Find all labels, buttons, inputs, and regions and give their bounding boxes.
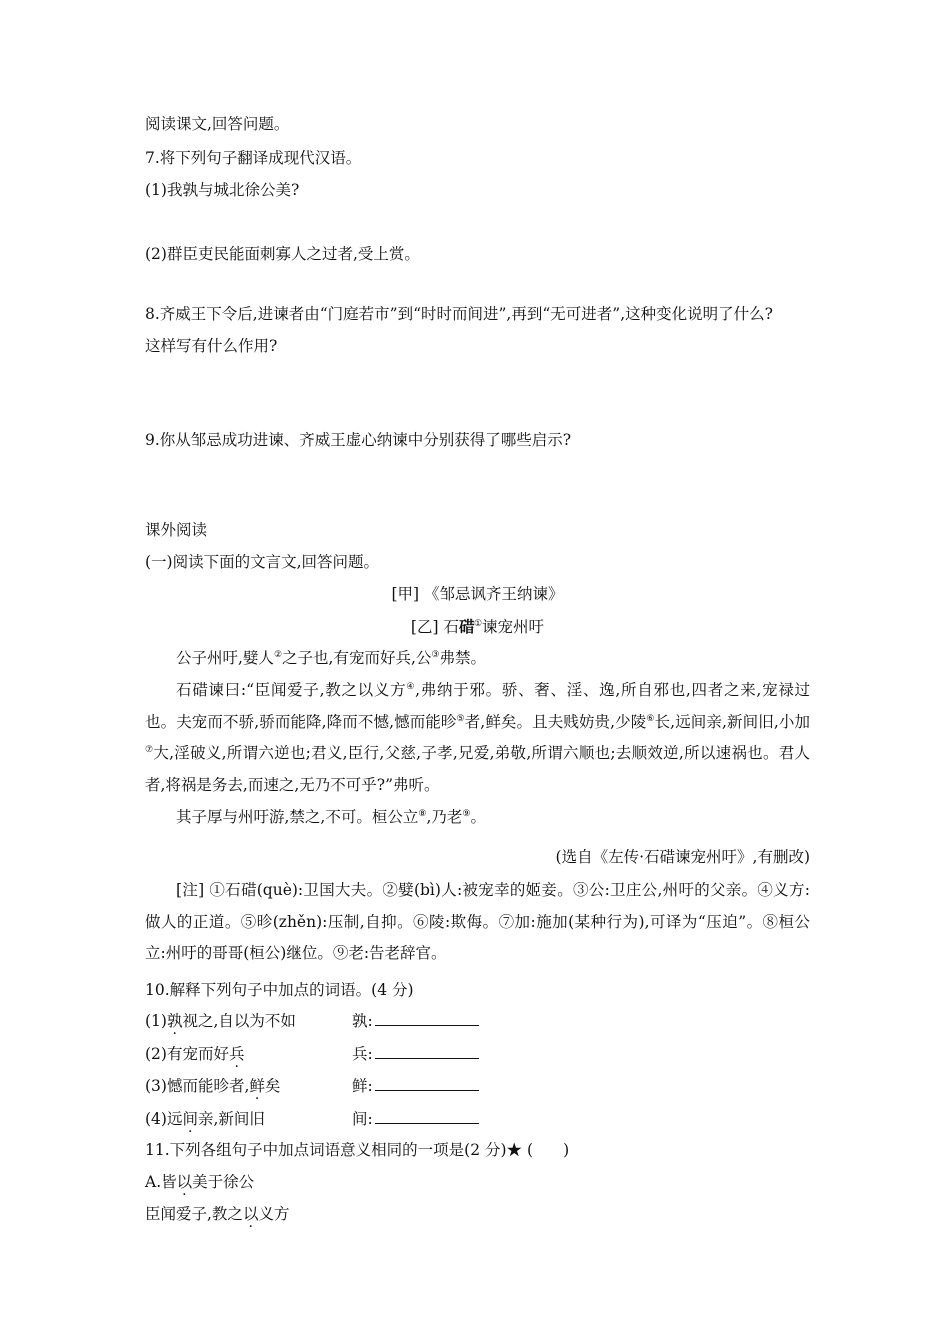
answer-blank[interactable] (375, 1044, 479, 1059)
passage-notes: [注] ①石碏(què):卫国大夫。②嬖(bì)人:被宠幸的姬妾。③公:卫庄公,州吁的父亲。④义方:做人的正道。⑤昣(zhěn):压制,自抑。⑥陵:欺侮。⑦加:施加(某种行为),可译为“压迫”。⑧桓公立:州吁的哥哥(桓公)继位。⑨老:告老辞官。 (145, 881, 810, 962)
section-heading: 课外阅读 (145, 521, 208, 539)
dotted-word: 鲜 (249, 1077, 265, 1095)
q10-item-4: (4)远间亲,新间旧 间: (145, 1103, 810, 1136)
intro-line: 阅读课文,回答问题。 (145, 115, 290, 133)
question-11: 11.下列各组句子中加点词语意义相同的一项是(2 分)★ ( ) (145, 1141, 570, 1159)
option-a-line-1: A.皆以美于徐公 (145, 1173, 255, 1191)
option-a-line-2: 臣闻爱子,教之以义方 (145, 1205, 290, 1223)
question-7: 7.将下列句子翻译成现代汉语。 (145, 149, 362, 167)
dotted-word: 以 (176, 1173, 193, 1191)
dotted-word: 以 (242, 1205, 259, 1223)
question-8-line-1: 8.齐威王下令后,进谏者由“门庭若市”到“时时而间进”,再到“无可进者”,这种变化说明了什么? (145, 305, 773, 323)
star-icon: ★ (506, 1141, 523, 1159)
reading-instruction: (一)阅读下面的文言文,回答问题。 (145, 553, 380, 571)
passage-source: (选自《左传·石碏谏宠州吁》,有删改) (555, 848, 810, 866)
question-7-2: (2)群臣吏民能面刺寡人之过者,受上赏。 (145, 245, 420, 263)
text-jia-title: [甲] 《邹忌讽齐王纳谏》 (391, 585, 564, 603)
q10-item-3: (3)憾而能昣者,鲜矣 鲜: (145, 1070, 810, 1103)
passage-paragraph-1: 公子州吁,嬖人②之子也,有宠而好兵,公③弗禁。 (176, 649, 486, 667)
question-9: 9.你从邹忌成功进谏、齐威王虚心纳谏中分别获得了哪些启示? (145, 431, 572, 449)
question-10-items (145, 1005, 810, 1135)
dotted-word: 孰 (166, 1012, 183, 1030)
question-7-1: (1)我孰与城北徐公美? (145, 181, 300, 199)
answer-blank[interactable] (375, 1076, 479, 1091)
dotted-word: 兵 (228, 1044, 245, 1063)
question-10: 10.解释下列句子中加点的词语。(4 分) (145, 981, 414, 999)
q10-item-2: (2)有宠而好兵 兵: (145, 1038, 810, 1071)
answer-blank[interactable] (375, 1011, 479, 1026)
passage-paragraph-2: 石碏谏曰:“臣闻爱子,教之以义方④,弗纳于邪。骄、奢、淫、逸,所自邪也,四者之来,宠禄过也。夫宠而不骄,骄而能降,降而不憾,憾而能昣⑤者,鲜矣。且夫贱妨贵,少陵⑥长,远间亲,新间旧,小加⑦大,淫破义,所谓六逆也;君义,臣行,父慈,子孝,兄爱,弟敬,所谓六顺也;去顺效逆,所以速祸也。君人者,将祸是务去,而速之,无乃不可乎?”弗听。 (145, 681, 810, 794)
question-8-line-2: 这样写有什么作用? (145, 337, 278, 355)
dotted-word: 间 (182, 1109, 198, 1128)
text-yi-title: [乙] 石碏①谏宠州吁 (410, 617, 545, 636)
q10-item-1: (1)孰视之,自以为不如 孰: (145, 1005, 810, 1038)
passage-paragraph-3: 其子厚与州吁游,禁之,不可。桓公立⑧,乃老⑨。 (176, 808, 486, 826)
answer-blank[interactable] (375, 1109, 479, 1124)
